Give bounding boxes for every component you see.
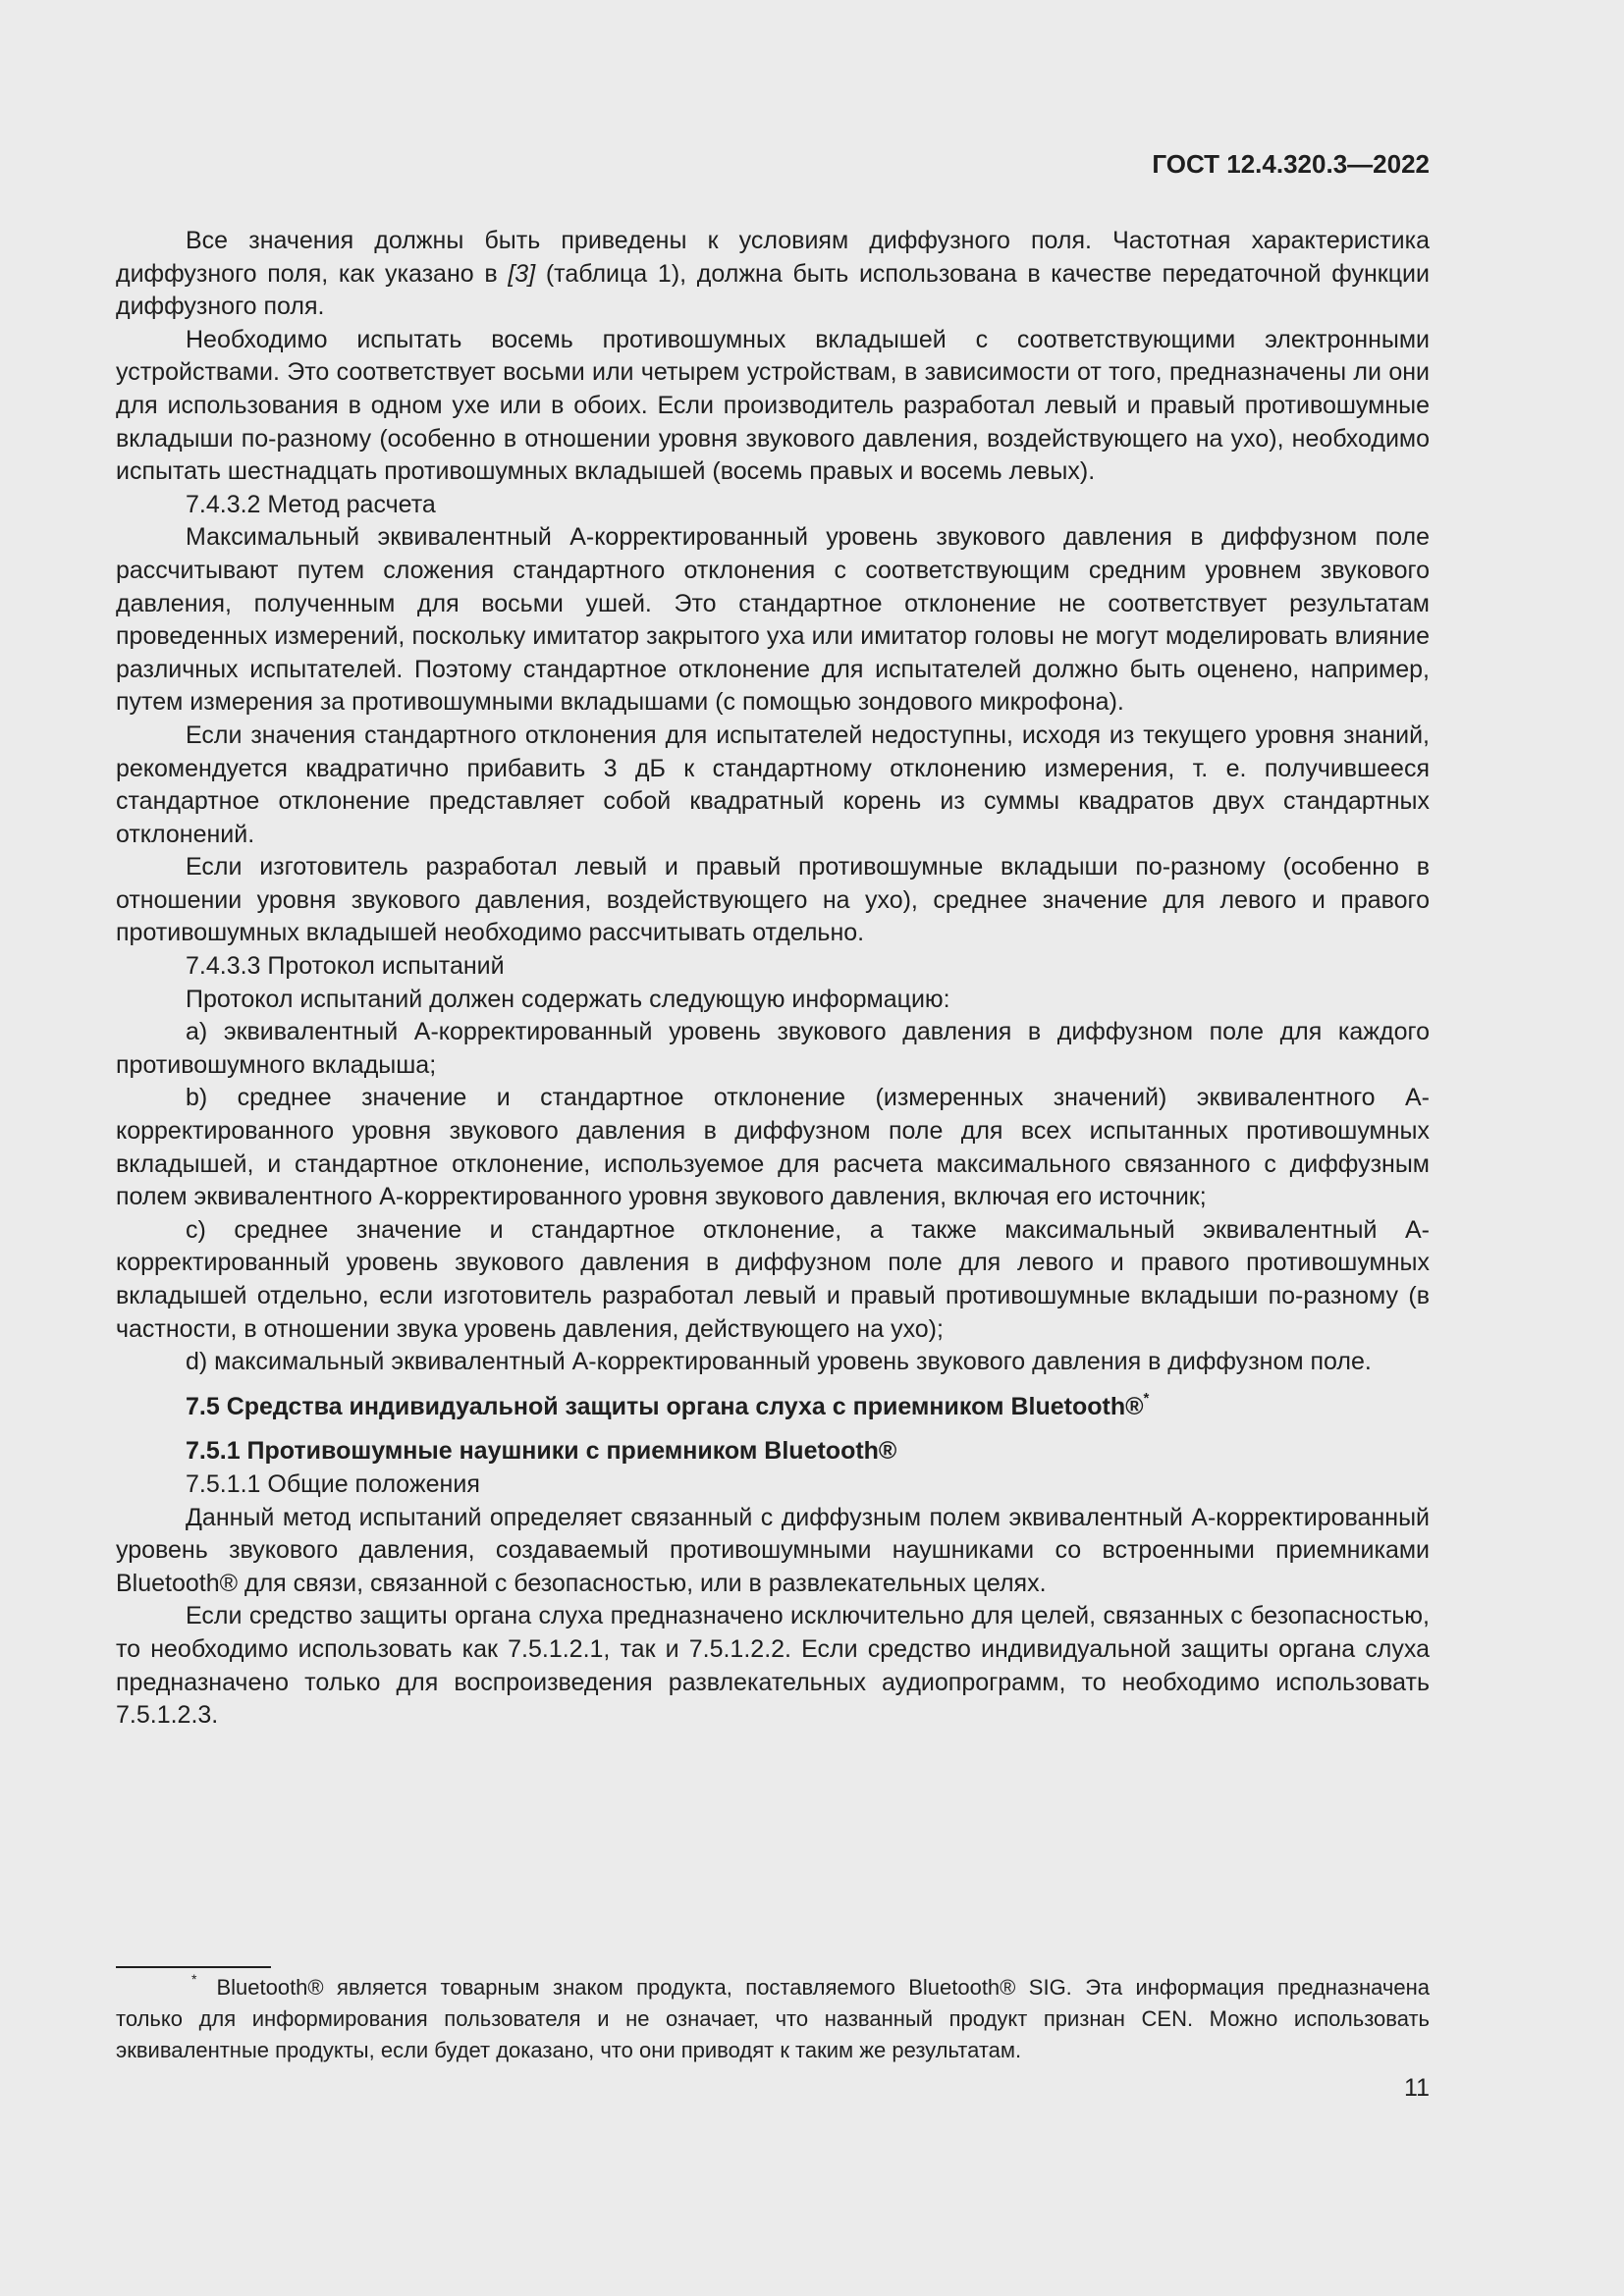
document-id-header: ГОСТ 12.4.320.3—2022 [1152, 149, 1430, 179]
paragraph: Максимальный эквивалентный А-корректированный уровень звукового давления в диффузном поле рассчитывают путем сложения стандартного отклонения с соответствующим средним уровнем звукового давления, полученным для восьми ушей. Это стандартное отклонение не соответствует результатам проведенных измерений, поскольку имитатор закрытого уха или имитатор головы не могут моделировать влияние различных испытателей. Поэтому стандартное отклонение для испытателей должно быть оценено, например, путем измерения за противошумными вкладышами (с помощью зондового микрофона). [116, 523, 1430, 717]
list-item: b) среднее значение и стандартное отклонение (измеренных значений) эквивалентного А-корректированного уровня звукового давления в диффузном поле для всех испытанных противошумных вкладышей, и стандартное отклонение, используемое для расчета максимального связанного с диффузным полем эквивалентного А-корректированного уровня звукового давления, включая его источник; [116, 1084, 1430, 1211]
subsection-heading: 7.4.3.2 Метод расчета [186, 490, 436, 518]
footnote-divider [116, 1966, 271, 1968]
footnote-text: Bluetooth® является товарным знаком продукта, поставляемого Bluetooth® SIG. Эта информация предназначена только для информирования пользователя и не означает, что названный продукт признан CEN. Можно использовать эквивалентные продукты, если будет доказано, что они приводят к таким же результатам. [116, 1975, 1430, 2062]
paragraph: Необходимо испытать восемь противошумных вкладышей с соответствующими электронными устройствами. Это соответствует восьми или четырем устройствам, в зависимости от того, предназначены ли они для использования в одном ухе или в обоих. Если производитель разработал левый и правый противошумные вкладыши по-разному (особенно в отношении уровня звукового давления, воздействующего на ухо), необходимо испытать шестнадцать противошумных вкладышей (восемь правых и восемь левых). [116, 325, 1430, 486]
footnote-marker: * [191, 1971, 197, 1987]
list-item: d) максимальный эквивалентный А-корректированный уровень звукового давления в диффузном поле. [186, 1348, 1372, 1376]
document-body [116, 225, 1430, 1733]
paragraph: Все значения должны быть приведены к условиям диффузного поля. Частотная характеристика диффузного поля, как указано в [3] (таблица 1), должна быть использована в качестве передаточной функции диффузного поля. [116, 227, 1430, 321]
subsection-heading: 7.4.3.3 Протокол испытаний [186, 952, 505, 981]
subsection-heading: 7.5.1.1 Общие положения [186, 1469, 480, 1498]
section-heading-7-5-1: 7.5.1 Противошумные наушники с приемником Bluetooth® [186, 1437, 897, 1466]
paragraph: Данный метод испытаний определяет связанный с диффузным полем эквивалентный А-корректированный уровень звукового давления, создаваемый противошумными наушниками со встроенными приемниками Bluetooth® для связи, связанной с безопасностью, или в развлекательных целях. [116, 1503, 1430, 1597]
paragraph: Если средство защиты органа слуха предназначено исключительно для целей, связанных с безопасностью, то необходимо использовать как 7.5.1.2.1, так и 7.5.1.2.2. Если средство индивидуальной защиты органа слуха предназначено только для воспроизведения развлекательных аудиопрограмм, то необходимо использовать 7.5.1.2.3. [116, 1602, 1430, 1730]
list-item: a) эквивалентный А-корректированный уровень звукового давления в диффузном поле для каждого противошумного вкладыша; [116, 1018, 1430, 1079]
footnote [116, 1972, 1430, 2066]
section-heading-7-5: 7.5 Средства индивидуальной защиты органа слуха с приемником Bluetooth®* [186, 1389, 1150, 1420]
list-item: c) среднее значение и стандартное отклонение, а также максимальный эквивалентный А-корректированный уровень звукового давления в диффузном поле для левого и правого противошумных вкладышей отдельно, если изготовитель разработал левый и правый противошумные вкладыши по-разному (в частности, в отношении звука уровень давления, действующего на ухо); [116, 1215, 1430, 1343]
footnote-marker: * [1143, 1389, 1150, 1407]
paragraph: Протокол испытаний должен содержать следующую информацию: [186, 985, 950, 1013]
page-number: 11 [1404, 2074, 1430, 2102]
bibliography-reference: [3] [508, 259, 536, 288]
paragraph: Если значения стандартного отклонения для испытателей недоступны, исходя из текущего уровня знаний, рекомендуется квадратично прибавить 3 дБ к стандартному отклонению измерения, т. е. получившееся стандартное отклонение представляет собой квадратный корень из суммы квадратов двух стандартных отклонений. [116, 721, 1430, 848]
paragraph: Если изготовитель разработал левый и правый противошумные вкладыши по-разному (особенно в отношении уровня звукового давления, воздействующего на ухо), среднее значение для левого и правого противошумных вкладышей необходимо рассчитывать отдельно. [116, 853, 1430, 947]
